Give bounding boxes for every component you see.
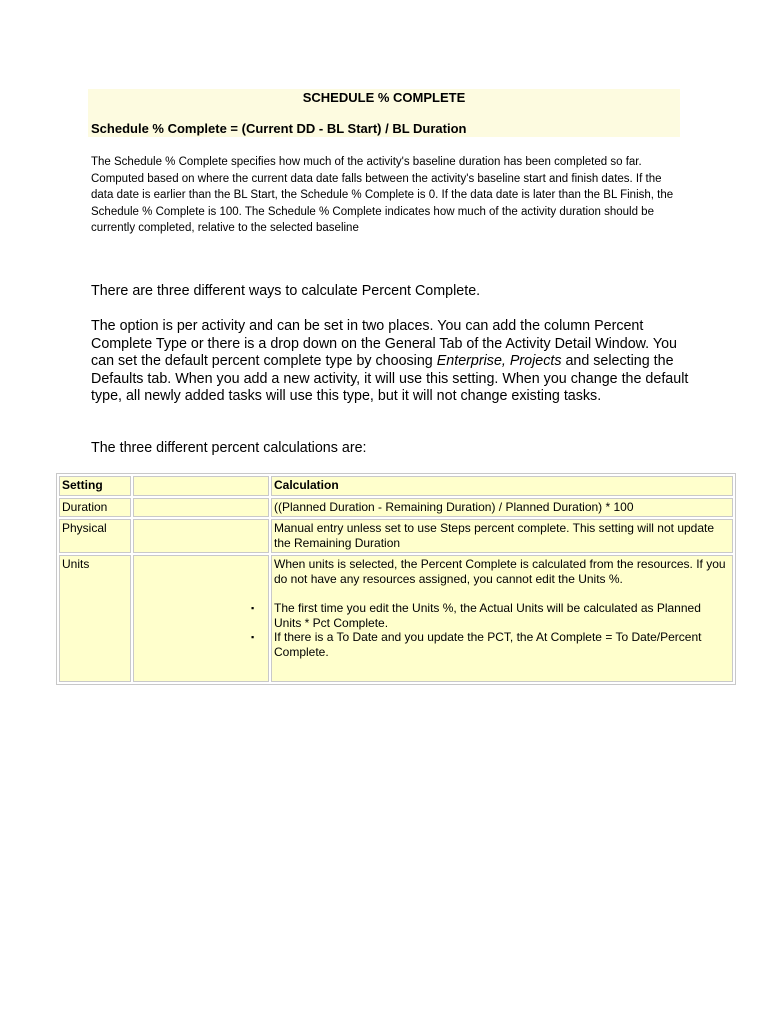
units-bullet-list xyxy=(251,601,730,659)
percent-complete-table xyxy=(56,473,736,685)
bullet-icon: ▪ xyxy=(251,603,255,613)
option-text-before: The option is per activity and can be set in two places. You can add the column Percent Complete Type or there is a drop down on the General Tab of the Activity Detail Window. You can set the default percent complete type by choosing xyxy=(91,318,677,369)
calculation-cell xyxy=(251,555,733,682)
spacer-cell xyxy=(133,555,269,682)
table-row xyxy=(59,555,733,682)
spacer-cell xyxy=(133,519,269,553)
definition-paragraph: The Schedule % Complete specifies how much of the activity's baseline duration has been completed so far. Computed based on where the current data date falls between the activity's baseline start and finish dates. If the data date is earlier than the BL Start, the Schedule % Complete is 0. If the data date is later than the BL Finish, the Schedule % Complete is 100. The Schedule % Complete indicates how much of the activity duration should be currently completed, relative to the selected baseline xyxy=(91,156,674,234)
units-description: When units is selected, the Percent Complete is calculated from the resources. If you do not have any resources assigned, you cannot edit the Units %. xyxy=(274,557,726,586)
table-row xyxy=(59,519,733,553)
list-item xyxy=(251,601,730,630)
bullet-text: If there is a To Date and you update the PCT, the At Complete = To Date/Percent Complete. xyxy=(274,630,702,659)
list-intro-paragraph: The three different percent calculations are: xyxy=(91,440,367,456)
bullet-text: The first time you edit the Units %, the Actual Units will be calculated as Planned Units * Pct Complete. xyxy=(274,601,701,630)
table-header-row xyxy=(59,476,733,496)
calculation-cell: Manual entry unless set to use Steps percent complete. This setting will not update the Remaining Duration xyxy=(271,519,733,553)
calculation-column-header: Calculation xyxy=(271,476,733,496)
formula-heading: Schedule % Complete = (Current DD - BL Start) / BL Duration xyxy=(91,121,467,136)
bullet-icon: ▪ xyxy=(251,632,255,642)
intro-paragraph: There are three different ways to calculate Percent Complete. xyxy=(91,283,481,299)
table-row xyxy=(59,498,733,518)
menu-path: Enterprise, Projects xyxy=(436,353,562,369)
document-title: SCHEDULE % COMPLETE xyxy=(302,90,466,105)
setting-cell: Duration xyxy=(59,498,131,518)
spacer-column-header xyxy=(133,476,269,496)
list-item xyxy=(251,630,730,659)
setting-column-header: Setting xyxy=(59,476,131,496)
option-text-after: and selecting the Defaults tab. When you add a new activity, it will use this setting. When you change the default type, all newly added tasks will use this type, but it will not change existing tasks. xyxy=(91,353,689,404)
option-paragraph xyxy=(91,318,691,406)
calculation-cell: ((Planned Duration - Remaining Duration) / Planned Duration) * 100 xyxy=(271,498,733,518)
setting-cell: Physical xyxy=(59,519,131,553)
spacer-cell xyxy=(133,498,269,518)
setting-cell: Units xyxy=(59,555,131,682)
